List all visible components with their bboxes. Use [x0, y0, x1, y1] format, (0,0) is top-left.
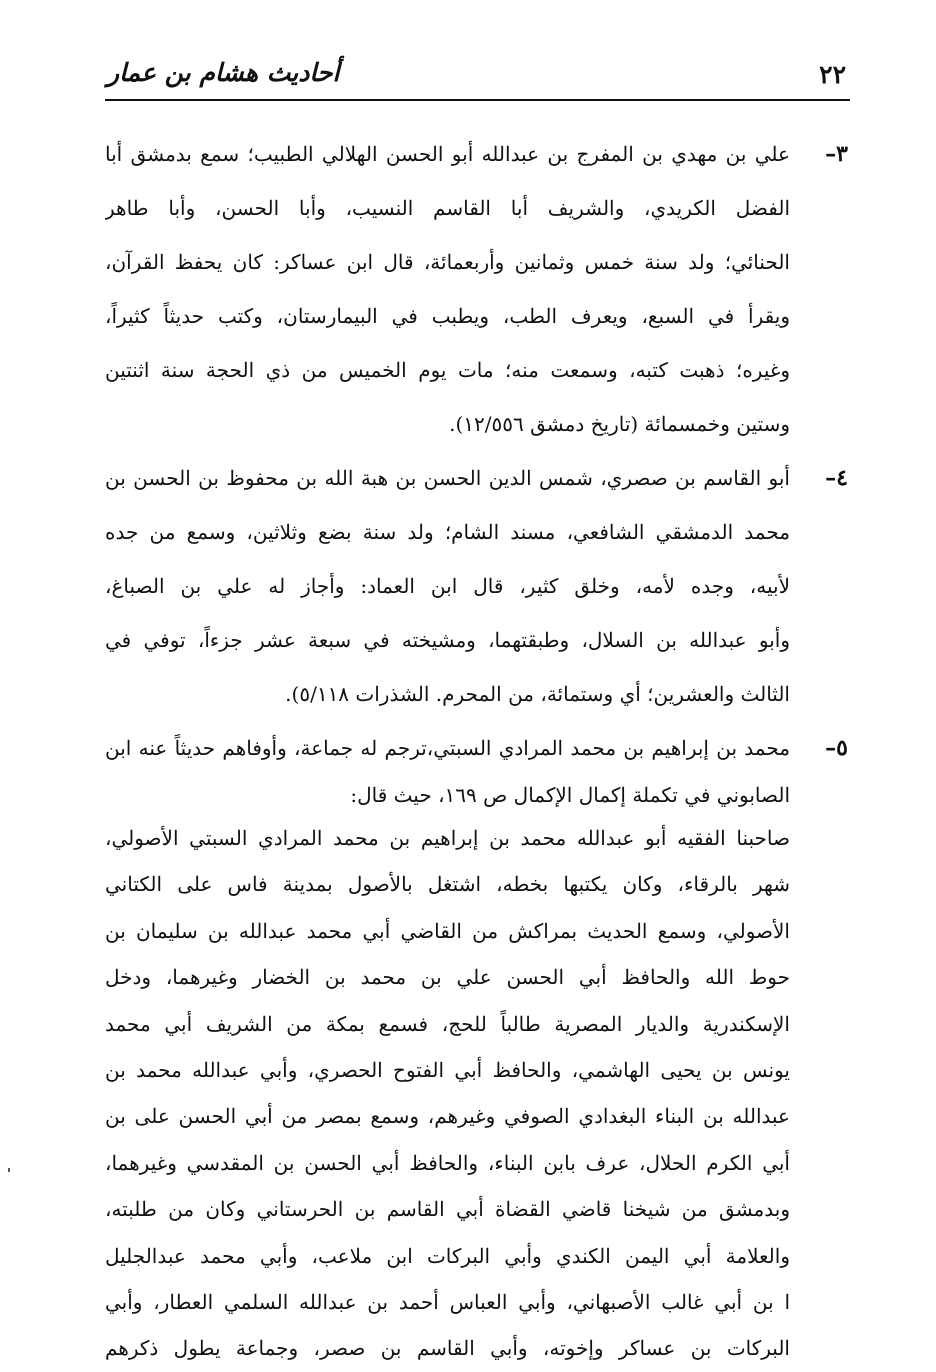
running-header	[105, 54, 850, 98]
quote-line: وبدمشق من شيخنا قاضي القضاة أبي القاسم بن الحرستاني وكان من طلبته،	[105, 1197, 790, 1222]
text-line: لأبيه، وجده لأمه، وخلق كثير، قال ابن العماد: وأجاز له علي بن الصباغ،	[105, 574, 790, 598]
text-line: محمد بن إبراهيم بن محمد المرادي السبتي،ترجم له جماعة، وأوفاهم حديثاً عنه ابن	[105, 736, 790, 760]
quote-line: البركات بن عساكر وإخوته، وأبي القاسم بن صصر، وجماعة يطول ذكرهم	[105, 1336, 790, 1361]
quote-line: والعلامة أبي اليمن الكندي وأبي البركات ابن ملاعب، وأبي محمد عبدالجليل	[105, 1243, 790, 1268]
text-line: ويقرأ في السبع، ويعرف الطب، ويطبب في البيمارستان، وكتب حديثاً كثيراً،	[105, 304, 790, 328]
quote-line: الإسكندرية والديار المصرية طالباً للحج، فسمع بمكة من الشريف أبي محمد	[105, 1011, 790, 1036]
entry-3	[105, 127, 848, 451]
page-number: ٢٢	[819, 60, 846, 89]
entry-number: ٥–	[825, 735, 848, 761]
entry-4	[105, 451, 848, 721]
quoted-biography	[105, 815, 848, 1372]
quote-line: صاحبنا الفقيه أبو عبدالله محمد بن إبراهيم بن محمد المرادي السبتي الأصولي،	[105, 826, 790, 850]
quote-line: الأصولي، وسمع الحديث بمراكش من القاضي أبي محمد عبدالله بن سليمان بن	[105, 918, 790, 943]
page-body	[105, 127, 848, 1372]
quote-line: ا بن أبي غالب الأصبهاني، وأبي العباس أحمد بن عبدالله السلمي العطار، وأبي	[105, 1289, 790, 1314]
quote-line: أبي الكرم الحلال، عرف بابن البناء، والحافظ أبي الحسن بن المقدسي وغيرهما،	[105, 1150, 790, 1175]
text-line: علي بن مهدي بن المفرج بن عبدالله أبو الحسن الهلالي الطبيب؛ سمع بدمشق أبا	[105, 142, 790, 166]
text-line: الصابوني في تكملة إكمال الإكمال ص ١٦٩، حيث قال:	[350, 783, 790, 807]
quote-line: يونس بن يحيى الهاشمي، والحافظ أبي الفتوح الحصري، وأبي عبدالله محمد بن	[105, 1057, 790, 1082]
header-rule	[105, 99, 850, 101]
quote-line: عبدالله بن البناء البغدادي الصوفي وغيرهم، وسمع بمصر من أبي الحسن على بن	[105, 1104, 790, 1129]
entry-number: ٣–	[825, 141, 848, 167]
entry-number: ٤–	[825, 465, 848, 491]
text-line: وستين وخمسمائة (تاريخ دمشق ١٢/٥٥٦).	[449, 412, 790, 436]
quote-line: حوط الله والحافظ أبي الحسن علي بن محمد بن الخضار وغيرهما، ودخل	[105, 965, 790, 990]
text-line: الثالث والعشرين؛ أي وستمائة، من المحرم. الشذرات ٥/١١٨).	[285, 682, 790, 706]
text-line: وأبو عبدالله بن السلال، وطبقتهما، ومشيخته في سبعة عشر جزءاً، توفي في	[105, 628, 790, 652]
text-line: وغيره؛ ذهبت كتبه، وسمعت منه؛ مات يوم الخميس من ذي الحجة سنة اثنتين	[105, 358, 790, 382]
text-line: الفضل الكريدي، والشريف أبا القاسم النسيب، وأبا الحسن، وأبا طاهر	[105, 196, 790, 220]
quote-line: شهر بالرقاء، وكان يكتبها بخطه، اشتغل بالأصول بمدينة فاس على الكتاني	[105, 872, 790, 897]
scan-mark	[8, 1168, 10, 1172]
text-line: الحنائي؛ ولد سنة خمس وثمانين وأربعمائة، قال ابن عساكر: كان يحفظ القرآن،	[105, 250, 790, 274]
entry-5	[105, 721, 848, 815]
text-line: محمد الدمشقي الشافعي، مسند الشام؛ ولد سنة بضع وثلاثين، وسمع من جده	[105, 520, 790, 544]
text-line: أبو القاسم بن صصري، شمس الدين الحسن بن هبة الله بن محفوظ بن الحسن بن	[105, 466, 790, 490]
book-title: أحاديث هشام بن عمار	[107, 58, 340, 87]
